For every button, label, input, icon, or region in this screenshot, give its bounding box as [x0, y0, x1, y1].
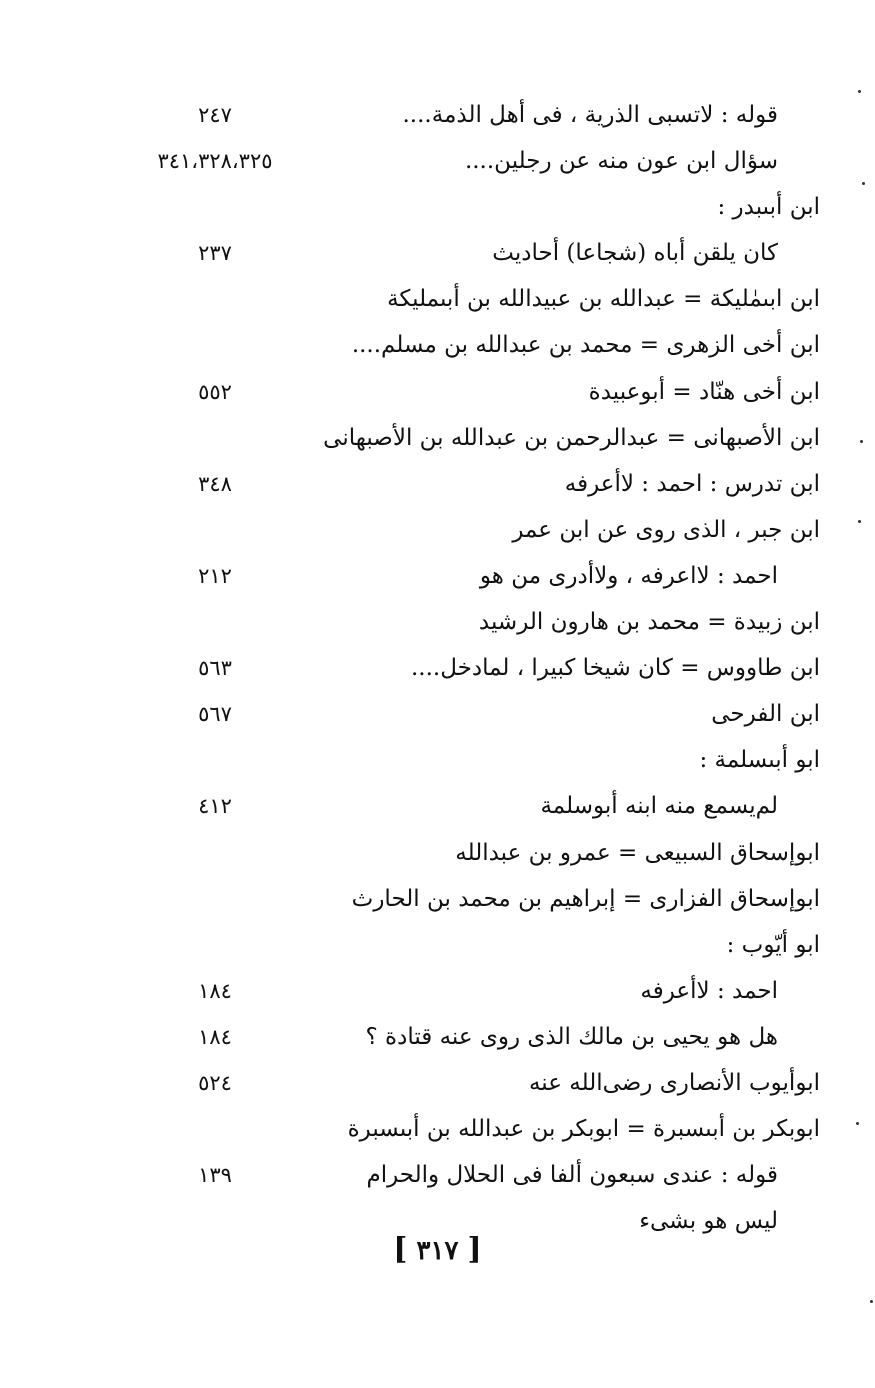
entry-heading-text: ابوأيوب الأنصارى رضى‌الله عنه [528, 1069, 820, 1096]
index-entry [140, 830, 820, 876]
index-entry [140, 92, 820, 138]
index-entry [140, 691, 820, 737]
entry-heading-text: ابن أخى الزهرى = محمد بن عبدالله بن مسلم.... [351, 332, 820, 359]
index-entry [140, 553, 820, 599]
index-entry [140, 1152, 820, 1198]
index-entry [140, 1106, 820, 1152]
index-entry [140, 276, 820, 322]
entry-heading-text: ابن تدرس : احمد : لاأعرفه [564, 470, 820, 497]
index-entry [140, 1014, 820, 1060]
index-entry [140, 507, 820, 553]
entry-sub-text: قوله : عندى سبعون ألفا فى الحلال والحرام [366, 1162, 778, 1189]
scan-speck [870, 1300, 873, 1303]
entry-page-reference: ١٣٩ [198, 1163, 232, 1188]
entry-heading-text: ابو أبىسلمة : [699, 747, 820, 774]
entry-heading-text: ابن طاووس = كان شيخا كبيرا ، لمادخل.... [410, 655, 820, 682]
entry-heading-text: ابو أيّوب : [726, 931, 820, 958]
index-entry [140, 322, 820, 368]
scan-speck [862, 182, 865, 185]
entry-page-reference: ٢١٢ [198, 563, 232, 588]
index-entry [140, 1060, 820, 1106]
entry-sub-text: قوله : لاتسبى الذرية ، فى أهل الذمة.... [402, 102, 778, 128]
entry-page-reference: ٤١٢ [198, 794, 232, 819]
entry-sub-text: احمد : لااعرفه ، ولاأدرى من هو [479, 562, 778, 589]
entry-sub-text: هل هو يحيى بن مالك الذى روى عنه قتادة ؟ [365, 1023, 778, 1050]
index-entry [140, 599, 820, 645]
entry-heading-text: ابن زبيدة = محمد بن هارون الرشيد [478, 609, 820, 636]
entry-page-reference: ٣٤١،٣٢٨،٣٢٥ [157, 149, 273, 174]
index-entry [140, 968, 820, 1014]
index-entry [140, 461, 820, 507]
index-entry [140, 184, 820, 230]
scan-speck [860, 440, 863, 443]
entry-sub-text: كان يلقن أباه (شجاعا) أحاديث [492, 240, 778, 267]
entry-heading-text: ابن الفرحى [711, 701, 820, 728]
entry-sub-text: ليس هو بشىء [639, 1208, 778, 1235]
page-number-footer [0, 1232, 875, 1267]
entry-page-reference: ٥٥٢ [198, 379, 232, 404]
entry-page-reference: ٣٤٨ [198, 471, 232, 496]
scan-speck [858, 90, 861, 93]
index-entry [140, 138, 820, 184]
entry-page-reference: ٥٦٧ [198, 702, 232, 727]
index-entry [140, 415, 820, 461]
right-bracket: ] [393, 1232, 408, 1267]
entry-heading-text: ابن ابىمٰليكة = عبدالله بن عبيدالله بن أبىمليكة [387, 286, 820, 313]
index-entry [140, 922, 820, 968]
entry-page-reference: ٢٤٧ [198, 103, 232, 127]
entry-heading-text: ابوبكر بن أبىسبرة = ابوبكر بن عبدالله بن أبىسبرة [347, 1116, 820, 1143]
index-entry [140, 645, 820, 691]
entry-heading-text: ابن جبر ، الذى روى عن ابن عمر [512, 516, 820, 543]
entry-page-reference: ١٨٤ [198, 978, 232, 1003]
index-entry [140, 783, 820, 829]
entry-page-reference: ٥٢٤ [198, 1070, 232, 1095]
entry-sub-text: احمد : لاأعرفه [640, 977, 778, 1004]
entry-heading-text: ابن الأصبهانى = عبدالرحمن بن عبدالله بن الأصبهانى [323, 424, 820, 451]
entry-heading-text: ابن أخى هنّاد = أبوعبيدة [588, 378, 820, 405]
entry-page-reference: ٥٦٣ [198, 656, 232, 681]
scan-speck [856, 1122, 859, 1125]
page-number: ٣١٧ [416, 1236, 459, 1266]
index-entry [140, 876, 820, 922]
entry-sub-text: سؤال ابن عون منه عن رجلين.... [464, 148, 778, 175]
index-entry-list [140, 92, 820, 1244]
entry-page-reference: ١٨٤ [198, 1024, 232, 1049]
entry-page-reference: ٢٣٧ [198, 241, 232, 266]
entry-heading-text: ابوإسحاق الفزارى = إبراهيم بن محمد بن الحارث [351, 885, 820, 912]
entry-heading-text: ابن أبىبدر : [717, 194, 820, 221]
index-entry [140, 230, 820, 276]
entry-heading-text: ابوإسحاق السبيعى = عمرو بن عبدالله [455, 839, 820, 866]
index-entry [140, 737, 820, 783]
left-bracket: [ [467, 1232, 482, 1267]
index-entry [140, 369, 820, 415]
scan-speck [858, 520, 861, 523]
entry-sub-text: لم‌يسمع منه ابنه أبوسلمة [540, 793, 778, 820]
